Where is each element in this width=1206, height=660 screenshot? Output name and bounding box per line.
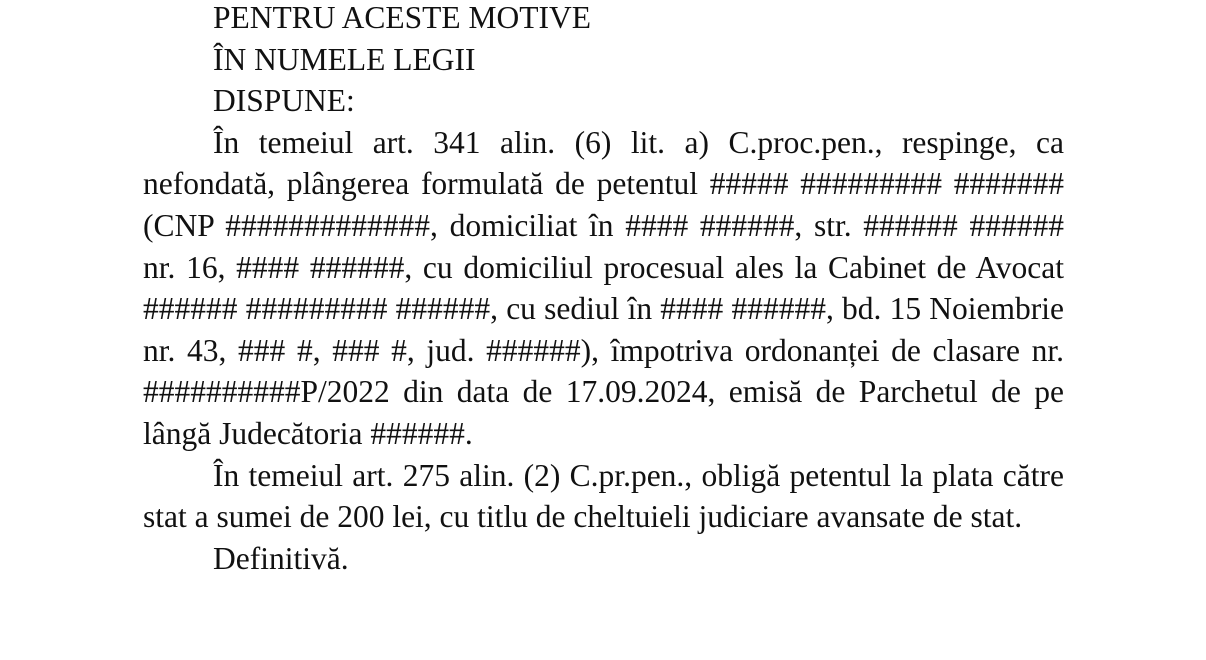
paragraph-ruling: În temeiul art. 341 alin. (6) lit. a) C.proc.pen., respinge, ca nefondată, plângerea formulată de petentul ##### ######### ####### (CNP #############, domiciliat în #### ######, str. ###### ###### nr. 16, #### ######, cu domiciliul procesual ales la Cabinet de Avocat ###### ######### ######, cu sediul în #### ######, bd. 15 Noiembrie nr. 43, ### #, ### #, jud. ######), împotriva ordonanței de clasare nr. ##########P/2022 din data de 17.09.2024, emisă de Parchetul de pe lângă Judecătoria ######. — [143, 124, 1064, 451]
heading-numele-legii: ÎN NUMELE LEGII — [213, 41, 476, 77]
heading-motive: PENTRU ACESTE MOTIVE — [213, 0, 591, 35]
document-page — [143, 0, 1064, 579]
heading-dispune: DISPUNE: — [213, 83, 355, 119]
closing-text: Definitivă. — [213, 540, 349, 576]
paragraph-costs: În temeiul art. 275 alin. (2) C.pr.pen., obligă petentul la plata către stat a sumei de 200 lei, cu titlu de cheltuieli judiciare avansate de stat. — [143, 457, 1064, 535]
